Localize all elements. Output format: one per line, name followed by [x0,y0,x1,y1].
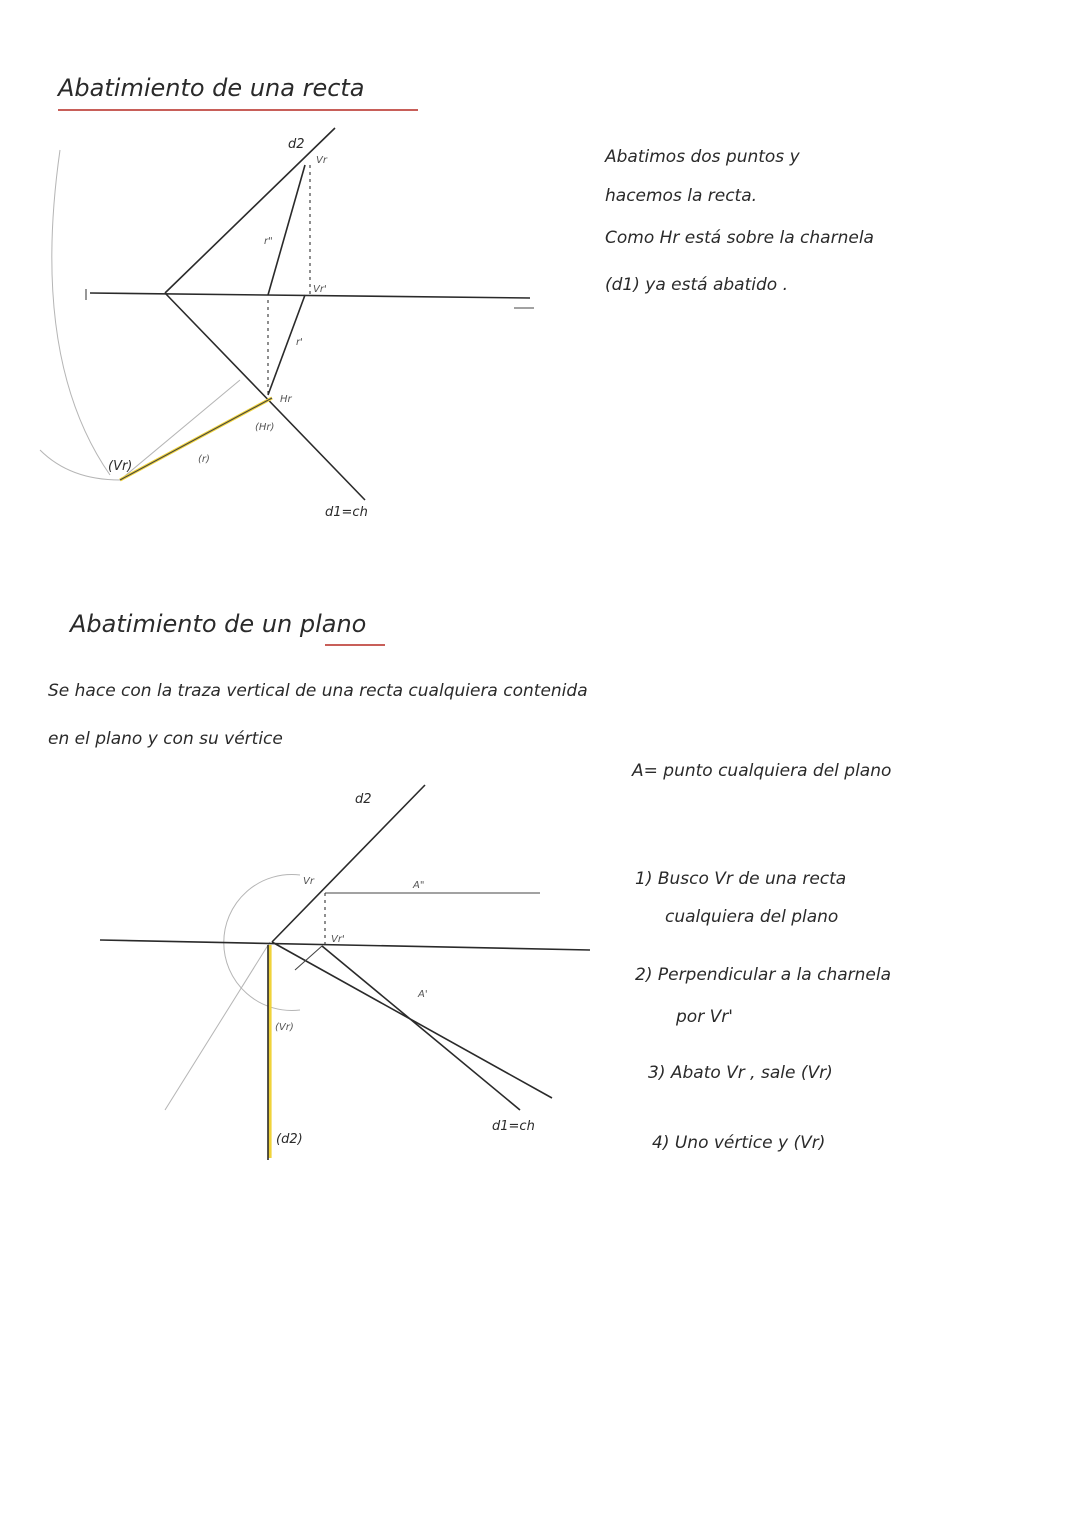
step-3: 3) Abato Vr , sale (Vr) [648,1063,833,1083]
segment-vr1 [295,946,322,970]
step-1-line-2: cualquiera del plano [665,907,839,927]
label-r1: r' [296,337,303,348]
intro-line-1: Se hace con la traza vertical de una recta cualquiera contenida [48,681,588,701]
trace-d2-plane [272,785,425,942]
label-a2: A" [413,880,425,891]
note-line-3: Como Hr está sobre la charnela [605,228,874,248]
step-2-line-1: 2) Perpendicular a la charnela [635,965,892,985]
label-r-abatida: (r) [198,454,210,465]
note-line-2: hacemos la recta. [605,186,758,206]
definition-a: A= punto cualquiera del plano [632,761,892,781]
note-line-4: (d1) ya está abatido . [605,275,788,295]
label-vr: Vr [316,155,327,166]
step-1-line-1: 1) Busco Vr de una recta [635,869,847,889]
label-d1-ch: d1=ch [325,505,368,520]
step-4: 4) Uno vértice y (Vr) [652,1133,826,1153]
construction-line-2 [165,942,270,1110]
diagram-abatimiento-plano [100,785,590,1160]
intro-line-2: en el plano y con su vértice [48,729,283,749]
label-d1-ch-plane: d1=ch [492,1119,535,1134]
section2-steps [635,869,891,1153]
note-line-1: Abatimos dos puntos y [605,147,800,167]
label-vr1-plane: Vr' [331,934,345,945]
construction-line [120,380,240,480]
label-a1: A' [418,989,428,1000]
label-d2-abatida: (d2) [276,1132,303,1147]
trace-d1-charnela [165,293,365,500]
label-vr1: Vr' [313,284,327,295]
projection-r2 [268,165,305,295]
label-vr-abatido: (Vr) [108,459,133,474]
ground-line-2 [100,940,590,950]
perpendicular-vr1 [322,946,520,1110]
label-d2-plane: d2 [355,792,372,807]
label-hr-abatido: (Hr) [255,422,275,433]
diagram-abatimiento-recta [40,128,534,520]
construction-arc [52,150,110,475]
label-hr: Hr [280,394,292,405]
label-r2: r" [264,236,273,247]
section1-notes [604,147,874,295]
label-vr-abatido-plane: (Vr) [275,1022,294,1033]
abated-line [120,398,275,480]
trace-d2 [165,128,335,293]
label-vr-plane: Vr [303,876,314,887]
label-d2: d2 [288,137,305,152]
step-2-line-2: por Vr' [676,1007,733,1027]
section1-title: Abatimiento de una recta [58,74,365,102]
section2-title: Abatimiento de un plano [70,610,367,638]
